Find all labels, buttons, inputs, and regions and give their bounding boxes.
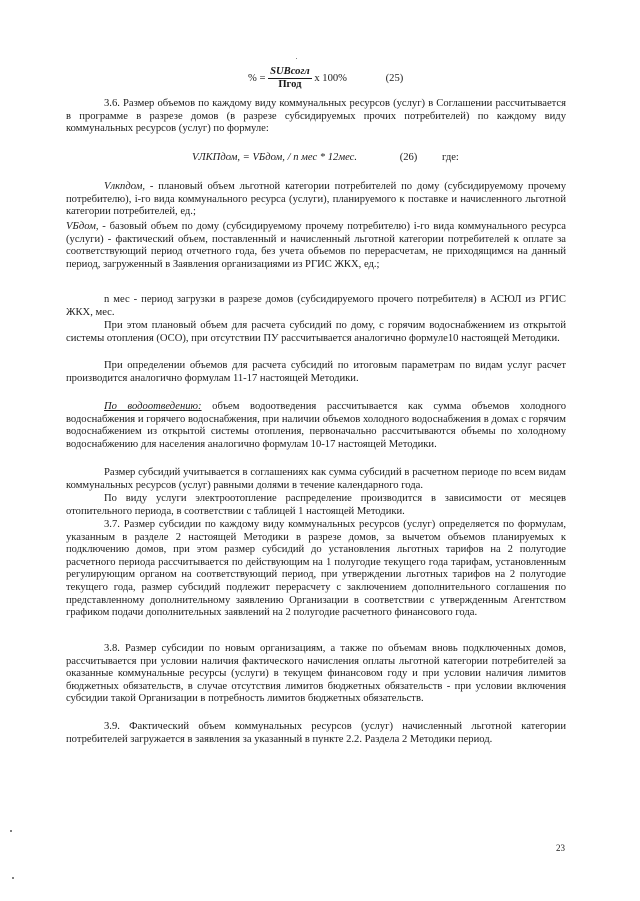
formula-26-number: (26) bbox=[399, 152, 418, 163]
formula-26 bbox=[192, 152, 459, 164]
paragraph-itogovye: При определении объемов для расчета субсидий по итоговым параметрам по видам услуг расчет производится аналогично формулам 11-17 настоящей Методики. bbox=[66, 360, 566, 384]
formula-26-expression: VЛКПдом, = VБдом, / n мес * 12мес. bbox=[192, 152, 358, 163]
paragraph-oso: При этом плановый объем для расчета субсидий по дому, с горячим водоснабжением из открытой системы отопления (ОСО), при отсутствии ПУ рассчитывается аналогично формуле10 настоящей Методики. bbox=[66, 320, 566, 344]
definition-vbdom-text: - базовый объем по дому (субсидируемому прочему потребителю) i-го вида коммунального ресурса (услуги) - фактический объем, поставленный и начисленный льготной категории потребителей к оплате за соответствующий период отчетного года, без учета объемов по перерасчетам, не приходящимся на данный период, загруженный в Заявления организациями из РГИС ЖКХ, ед.; bbox=[66, 221, 566, 270]
paragraph-3-8: 3.8. Размер субсидии по новым организациям, а также по объемам вновь подключенных домов, рассчитывается при условии наличия фактического начисления оплаты льготной категории потребителей за оказанные коммунальные ресурсы (услуги) в текущем финансовом году и при условии наличия лимитов бюджетных обязательств, в случае отсутствия лимитов бюджетных обязательств - при условии включения субсидии такой Организации в потребность лимитов бюджетных обязательств. bbox=[66, 643, 566, 705]
formula-25-fraction bbox=[268, 66, 312, 91]
definition-n-mes: n мес - период загрузки в разрезе домов (субсидируемого прочего потребителя) в АСЮЛ из РГИС ЖКХ, мес. bbox=[66, 294, 566, 318]
definition-vbdom bbox=[66, 221, 566, 271]
scan-speck bbox=[10, 830, 12, 832]
paragraph-3-9: 3.9. Фактический объем коммунальных ресурсов (услуг) начисленный льготной категории потребителей загружается в заявления за указанный в пункте 2.2. Раздела 2 Методики период. bbox=[66, 721, 566, 745]
formula-26-where: где: bbox=[442, 152, 459, 163]
formula-25-lhs: % = bbox=[248, 72, 266, 84]
formula-25 bbox=[248, 66, 403, 91]
page-number: 23 bbox=[556, 843, 565, 853]
definition-vlkpdom-text: - плановый объем льготной категории потребителей по дому (субсидируемому прочему потребителю), i-го вида коммунального ресурса (услуги), планируемого к поставке и начисленного льготной категории потребителей, ед.; bbox=[66, 181, 566, 218]
paragraph-elektrootoplenie: По виду услуги электроотопление распределение производится в зависимости от месяцев отопительного периода, в соответствии с таблицей 1 настоящей Методики. bbox=[66, 493, 566, 517]
formula-25-number: (25) bbox=[385, 72, 404, 84]
scan-speck bbox=[296, 58, 297, 59]
definition-vlkpdom bbox=[66, 181, 566, 219]
paragraph-vodootvedenie bbox=[66, 401, 566, 451]
paragraph-3-6: 3.6. Размер объемов по каждому виду коммунальных ресурсов (услуг) в Соглашении рассчитывается в программе в разрезе домов (в разрезе субсидируемых прочих потребителей) по каждому виду коммунальных ресурсов (услуг) по формуле: bbox=[66, 98, 566, 135]
formula-25-rhs: x 100% bbox=[314, 72, 347, 84]
paragraph-3-7: 3.7. Размер субсидии по каждому виду коммунальных ресурсов (услуг) определяется по формулам, указанным в разделе 2 настоящей Методики в разрезе домов, за вычетом объемов планируемых к подключению домов, при этом размер субсидий до установления льготных тарифов на 2 полугодие расчетного периода рассчитывается по действующим на 1 полугодие текущего года тарифам, установленным регулирующим органом на соответствующий период, при утверждении льготных тарифов на 2 полугодие текущего года, размер субсидий подлежит перерасчету с заключением дополнительного соглашения по представленному дополнительному заявлению Организации в соответствии с утвержденным Агентством графиком подачи дополнительных заявлений на 2 полугодие расчетного финансового года. bbox=[66, 519, 566, 619]
formula-25-denominator: Пгод bbox=[278, 79, 302, 90]
scan-speck bbox=[12, 877, 14, 879]
vodootvedenie-text: объем водоотведения рассчитывается как сумма объемов холодного водоснабжения и горячего водоснабжения, при наличии объемов холодного водоснабжения в домах с горячим водоснабжением из открытой системы отопления, первоначально рассчитываются объемы по холодному водоснабжению для населения аналогично формулам 10-17 настоящей Методики. bbox=[66, 401, 567, 450]
definition-vlkpdom-term: Vлкпдом, bbox=[104, 181, 146, 192]
definition-vbdom-term: VБдом, bbox=[66, 221, 99, 232]
vodootvedenie-term: По водоотведению: bbox=[104, 401, 202, 412]
paragraph-razmer-subsidiy: Размер субсидий учитывается в соглашениях как сумма субсидий в расчетном периоде по всем видам коммунальных ресурсов (услуг) равными долями в течение календарного года. bbox=[66, 467, 566, 491]
formula-25-numerator: SUBсогл bbox=[270, 66, 310, 77]
